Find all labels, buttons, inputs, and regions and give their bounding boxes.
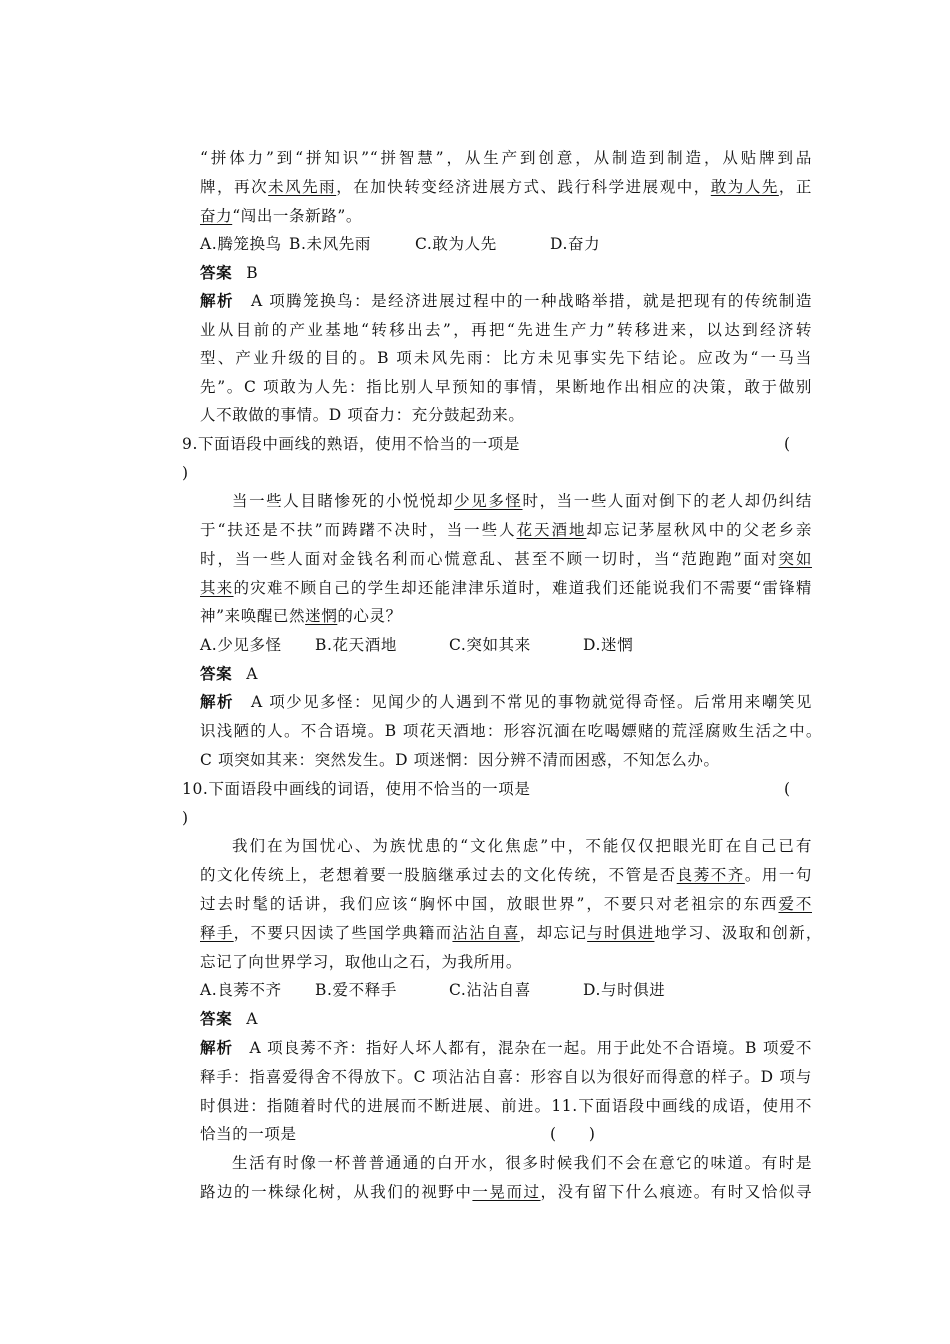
- q9-passage-line-1: 当一些人目睹惨死的小悦悦却少见多怪时，当一些人面对倒下的老人却仍纠结: [232, 492, 812, 510]
- analysis-label: 解析: [200, 291, 234, 310]
- underlined-idiom: 与时俱进: [587, 924, 655, 942]
- option-d: D.奋力: [550, 235, 601, 253]
- q10-analysis-line-4: 恰当的一项是: [200, 1125, 297, 1143]
- option-a: A.良莠不齐: [200, 981, 282, 999]
- option-a: A.腾笼换鸟: [200, 235, 282, 253]
- q10-passage-line-2: 的文化传统上，老想着要一股脑继承过去的文化传统，不管是否良莠不齐。用一句: [200, 866, 812, 884]
- q11-passage-line-1: 生活有时像一杯普普通通的白开水，很多时候我们不会在意它的味道。有时是: [232, 1154, 812, 1172]
- q10-passage-line-5: 忘记了向世界学习，取他山之石，为我所用。: [200, 953, 523, 971]
- q10-passage-line-1: 我们在为国忧心、为族忧患的“文化焦虑”中，不能仅仅把眼光盯在自己已有: [232, 837, 812, 855]
- q9-passage-line-3: 时，当一些人面对金钱名利而心慌意乱、甚至不顾一切时，当“范跑跑”面对突如: [200, 550, 812, 568]
- q9-passage-line-4: 其来的灾难不顾自己的学生却还能津津乐道时，难道我们还能说我们不需要“雷锋精: [200, 579, 812, 597]
- option-d: D.迷惘: [583, 636, 634, 654]
- q9-stem: 9.下面语段中画线的熟语，使用不恰当的一项是: [182, 435, 520, 453]
- option-a: A.少见多怪: [200, 636, 282, 654]
- q10-answer: [200, 1009, 258, 1029]
- q8-analysis-line-4: 先”。C 项敢为人先：指比别人早预知的事情，果断地作出相应的决策，敢于做别: [200, 378, 812, 396]
- q10-analysis-line-2: 释手：指喜爱得舍不得放下。C 项沾沾自喜：形容自以为很好而得意的样子。D 项与: [200, 1068, 812, 1086]
- option-b: B.爱不释手: [315, 981, 397, 999]
- q9-analysis-line-3: C 项突如其来：突然发生。D 项迷惘：因分辨不清而困惑，不知怎么办。: [200, 751, 720, 769]
- option-d: D.与时俱进: [583, 981, 666, 999]
- q10-passage-line-3: 过去时髦的话讲，我们应该“胸怀中国，放眼世界”，不要只对老祖宗的东西爱不: [200, 895, 812, 913]
- underlined-idiom: 花天酒地: [516, 521, 587, 539]
- q8-options: [200, 234, 820, 254]
- q8-analysis-line-5: 人不敢做的事情。D 项奋力：充分鼓起劲来。: [200, 406, 525, 424]
- underlined-idiom: 突如: [778, 550, 812, 568]
- underlined-idiom: 敢为人先: [710, 178, 779, 196]
- answer-value: A: [246, 665, 258, 683]
- underlined-idiom: 迷惘: [305, 607, 338, 625]
- q8-analysis-line-2: 业从目前的产业基地“转移出去”，再把“先进生产力”转移进来，以达到经济转: [200, 321, 812, 339]
- underlined-idiom: 其来: [200, 579, 234, 597]
- q9-passage-line-5: 神”来唤醒已然迷惘的心灵？: [200, 607, 402, 625]
- q8-answer: [200, 263, 258, 283]
- answer-value: B: [246, 264, 259, 282]
- answer-label: 答案: [200, 1009, 233, 1028]
- q8-analysis-line-3: 型、产业升级的目的。B 项未风先雨：比方未见事实先下结论。应改为“一马当: [200, 349, 812, 367]
- underlined-idiom: 一晃而过: [472, 1183, 541, 1201]
- option-b: B.未风先雨: [289, 235, 371, 253]
- q10-options: [200, 980, 820, 1000]
- answer-label: 答案: [200, 263, 233, 282]
- option-b: B.花天酒地: [315, 636, 397, 654]
- q9-analysis-line-1: 解析 A 项少见多怪：见闻少的人遇到不常见的事物就觉得奇怪。后常用来嘲笑见: [200, 692, 812, 711]
- q9-passage-line-2: 于“扶还是不扶”而踌躇不决时，当一些人花天酒地却忘记茅屋秋风中的父老乡亲: [200, 521, 813, 539]
- q11-answer-paren: ( ): [550, 1125, 596, 1143]
- answer-paren-open: (: [784, 435, 791, 453]
- analysis-label: 解析: [200, 692, 234, 711]
- answer-label: 答案: [200, 664, 233, 683]
- answer-paren-open: (: [784, 780, 791, 798]
- option-c: C.突如其来: [449, 636, 531, 654]
- answer-paren-close: ): [182, 464, 189, 482]
- q10-analysis-line-3: 时俱进：指随着时代的进展而不断进展、前进。11.下面语段中画线的成语，使用不: [200, 1097, 812, 1115]
- answer-paren-close: ): [182, 809, 189, 827]
- underlined-idiom: 释手: [200, 924, 234, 942]
- q10-stem: 10.下面语段中画线的词语，使用不恰当的一项是: [182, 780, 531, 798]
- option-c: C.敢为人先: [415, 235, 497, 253]
- q8-passage-line-2: 牌，再次未风先雨，在加快转变经济进展方式、践行科学进展观中，敢为人先，正: [200, 178, 813, 196]
- analysis-label: 解析: [200, 1038, 233, 1057]
- option-c: C.沾沾自喜: [449, 981, 531, 999]
- underlined-idiom: 未风先雨: [268, 178, 337, 196]
- q9-analysis-line-2: 识浅陋的人。不合语境。B 项花天酒地：形容沉湎在吃喝嫖赌的荒淫腐败生活之中。: [200, 722, 822, 740]
- underlined-idiom: 良莠不齐: [676, 866, 745, 884]
- underlined-idiom: 沾沾自喜: [452, 924, 520, 942]
- q8-passage-line-3: 奋力“闯出一条新路”。: [200, 207, 362, 225]
- underlined-idiom: 少见多怪: [454, 492, 523, 510]
- q8-passage-line-1: “拼体力”到“拼知识”“拼智慧”，从生产到创意，从制造到制造，从贴牌到品: [200, 149, 812, 167]
- q9-options: [200, 635, 820, 655]
- q9-answer: [200, 664, 258, 684]
- answer-value: A: [246, 1010, 258, 1028]
- q10-analysis-line-1: 解析 A 项良莠不齐：指好人坏人都有，混杂在一起。用于此处不合语境。B 项爱不: [200, 1038, 812, 1057]
- q11-passage-line-2: 路边的一株绿化树，从我们的视野中一晃而过，没有留下什么痕迹。有时又恰似寻: [200, 1183, 812, 1201]
- q10-passage-line-4: 释手，不要只因读了些国学典籍而沾沾自喜，却忘记与时俱进地学习、汲取和创新，: [200, 924, 823, 942]
- q8-analysis-line-1: 解析 A 项腾笼换鸟：是经济进展过程中的一种战略举措，就是把现有的传统制造: [200, 291, 812, 310]
- underlined-idiom: 奋力: [200, 207, 233, 225]
- underlined-idiom: 爱不: [778, 895, 812, 913]
